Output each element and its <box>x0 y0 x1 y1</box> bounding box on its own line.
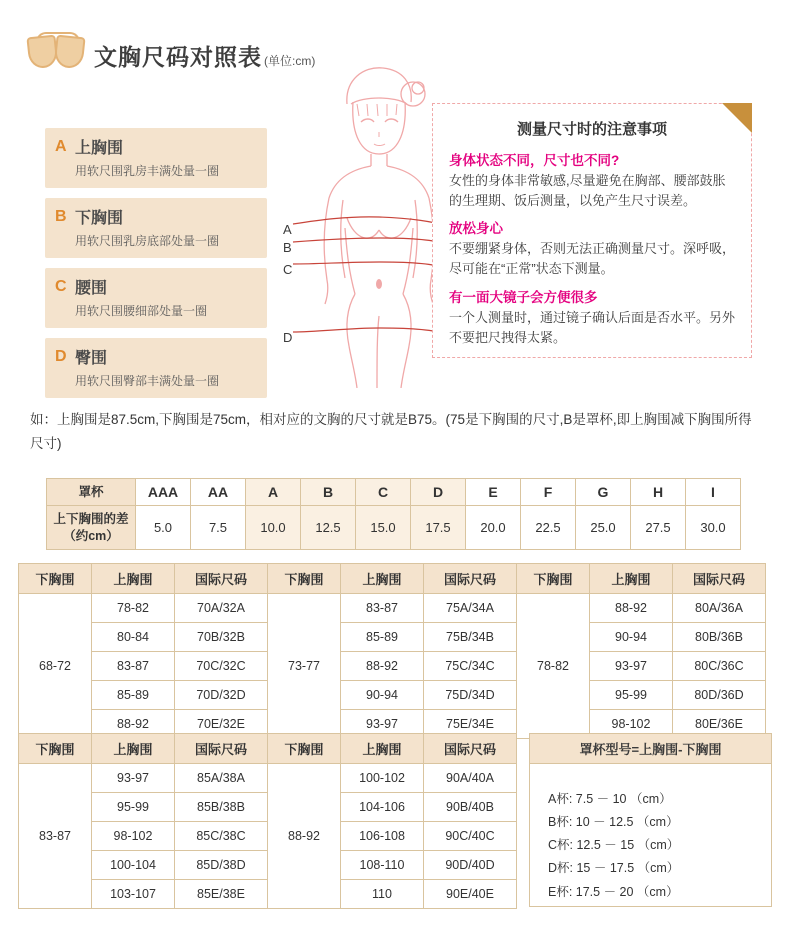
intl-cell: 85E/38E <box>175 880 268 909</box>
intl-cell: 70E/32E <box>175 710 268 739</box>
col-header-bust: 上胸围 <box>341 564 424 594</box>
col-header-band: 下胸围 <box>19 734 92 764</box>
table-row <box>47 506 741 550</box>
note-heading-3: 有一面大镜子会方便很多 <box>449 289 598 305</box>
intl-cell: 90B/40B <box>424 793 517 822</box>
note-heading-2: 放松身心 <box>449 221 503 237</box>
bust-cell: 78-82 <box>92 594 175 623</box>
marker-d: D <box>283 330 293 345</box>
cup-type-line: E杯: 17.5 － 20 （cm） <box>548 884 679 899</box>
note-text-2: 不要绷紧身体，否则无法正确测量尺寸。深呼吸，尽可能在“正常”状态下测量。 <box>449 241 736 277</box>
diff-cell: 27.5 <box>631 506 686 550</box>
legend-name: 腰围 <box>75 280 108 297</box>
diff-cell: 30.0 <box>686 506 741 550</box>
bust-cell: 104-106 <box>341 793 424 822</box>
legend-item-d <box>45 338 267 398</box>
bust-cell: 98-102 <box>590 710 673 739</box>
col-header-band: 下胸围 <box>268 564 341 594</box>
cup-cell: AAA <box>136 479 191 506</box>
diff-cell: 7.5 <box>191 506 246 550</box>
intl-cell: 75E/34E <box>424 710 517 739</box>
col-header-intl: 国际尺码 <box>424 564 517 594</box>
diff-cell: 5.0 <box>136 506 191 550</box>
cup-type-line: B杯: 10 － 12.5 （cm） <box>548 815 679 830</box>
legend-item-c <box>45 268 267 328</box>
legend-letter: B <box>55 207 67 225</box>
intl-cell: 90E/40E <box>424 880 517 909</box>
example-text: 如：上胸围是87.5cm,下胸围是75cm，相对应的文胸的尺寸就是B75。(75是下胸围的尺寸,B是罩杯,即上胸围减下胸围所得尺寸) <box>30 412 752 451</box>
diff-cell: 20.0 <box>466 506 521 550</box>
bust-cell: 88-92 <box>590 594 673 623</box>
bust-cell: 88-92 <box>341 652 424 681</box>
legend-desc: 用软尺围乳房丰满处量一圈 <box>75 164 220 178</box>
table-row <box>47 479 741 506</box>
intl-cell: 85C/38C <box>175 822 268 851</box>
page-title-unit: (单位:cm) <box>264 54 316 68</box>
band-cell: 68-72 <box>19 594 92 739</box>
cup-cell: H <box>631 479 686 506</box>
col-header-band: 下胸围 <box>268 734 341 764</box>
intl-cell: 85D/38D <box>175 851 268 880</box>
legend-desc: 用软尺围乳房底部处量一圈 <box>75 234 220 248</box>
cup-cell: A <box>246 479 301 506</box>
legend-letter: C <box>55 277 67 295</box>
intl-cell: 80C/36C <box>673 652 766 681</box>
table-row <box>19 764 517 793</box>
diff-cell: 10.0 <box>246 506 301 550</box>
intl-cell: 90A/40A <box>424 764 517 793</box>
cup-type-line: A杯: 7.5 － 10 （cm） <box>548 792 672 806</box>
bust-cell: 103-107 <box>92 880 175 909</box>
col-header-band: 下胸围 <box>517 564 590 594</box>
marker-a: A <box>283 222 292 237</box>
cup-type-line: D杯: 15 － 17.5 （cm） <box>548 861 680 876</box>
col-header-bust: 上胸围 <box>341 734 424 764</box>
bust-cell: 100-102 <box>341 764 424 793</box>
page-title: 文胸尺码对照表 <box>94 44 262 70</box>
legend-item-b <box>45 198 267 258</box>
bra-icon <box>28 32 84 72</box>
measurement-legend <box>45 128 267 408</box>
cup-cell: F <box>521 479 576 506</box>
bust-cell: 95-99 <box>92 793 175 822</box>
notes-title: 测量尺寸时的注意事项 <box>516 121 667 138</box>
intl-cell: 75D/34D <box>424 681 517 710</box>
size-table-bottom <box>18 733 517 909</box>
intl-cell: 70D/32D <box>175 681 268 710</box>
cup-cell: D <box>411 479 466 506</box>
note-text-1: 女性的身体非常敏感,尽量避免在胸部、腰部鼓胀的生理期、饭后测量，以免产生尺寸误差。 <box>449 173 726 209</box>
bust-cell: 93-97 <box>92 764 175 793</box>
legend-letter: A <box>55 137 67 155</box>
col-header-band: 下胸围 <box>19 564 92 594</box>
cup-row-label: 上下胸围的差（约cm） <box>47 506 136 550</box>
intl-cell: 75A/34A <box>424 594 517 623</box>
cup-type-box <box>529 733 772 907</box>
intl-cell: 70A/32A <box>175 594 268 623</box>
diff-cell: 22.5 <box>521 506 576 550</box>
page-header <box>28 32 315 72</box>
intl-cell: 70C/32C <box>175 652 268 681</box>
col-header-intl: 国际尺码 <box>424 734 517 764</box>
bust-cell: 106-108 <box>341 822 424 851</box>
cup-type-line: C杯: 12.5 － 15 （cm） <box>548 838 680 853</box>
measurement-notes <box>432 103 752 358</box>
col-header-bust: 上胸围 <box>92 564 175 594</box>
diff-cell: 12.5 <box>301 506 356 550</box>
col-header-bust: 上胸围 <box>590 564 673 594</box>
col-header-intl: 国际尺码 <box>673 564 766 594</box>
bust-cell: 83-87 <box>92 652 175 681</box>
diff-cell: 25.0 <box>576 506 631 550</box>
legend-letter: D <box>55 347 67 365</box>
bust-cell: 85-89 <box>92 681 175 710</box>
bust-cell: 93-97 <box>341 710 424 739</box>
bust-cell: 93-97 <box>590 652 673 681</box>
bust-cell: 110 <box>341 880 424 909</box>
legend-desc: 用软尺围臀部丰满处量一圈 <box>75 374 220 388</box>
intl-cell: 70B/32B <box>175 623 268 652</box>
cup-cell: AA <box>191 479 246 506</box>
col-header-bust: 上胸围 <box>92 734 175 764</box>
diff-cell: 17.5 <box>411 506 466 550</box>
band-cell: 83-87 <box>19 764 92 909</box>
bust-cell: 90-94 <box>590 623 673 652</box>
table-header-row <box>19 564 766 594</box>
legend-name: 上胸围 <box>75 140 124 157</box>
marker-b: B <box>283 240 292 255</box>
bust-cell: 85-89 <box>341 623 424 652</box>
cup-cell: C <box>356 479 411 506</box>
intl-cell: 80E/36E <box>673 710 766 739</box>
table-row <box>19 623 766 652</box>
cup-difference-table <box>46 478 741 550</box>
legend-name: 臀围 <box>75 350 108 367</box>
bust-cell: 83-87 <box>341 594 424 623</box>
cup-cell: I <box>686 479 741 506</box>
size-table-top <box>18 563 766 739</box>
cup-type-list <box>529 764 772 907</box>
intl-cell: 85A/38A <box>175 764 268 793</box>
table-row <box>19 681 766 710</box>
diff-cell: 15.0 <box>356 506 411 550</box>
cup-type-title: 罩杯型号=上胸围-下胸围 <box>529 733 772 764</box>
intl-cell: 80A/36A <box>673 594 766 623</box>
intl-cell: 80B/36B <box>673 623 766 652</box>
intl-cell: 80D/36D <box>673 681 766 710</box>
col-header-intl: 国际尺码 <box>175 734 268 764</box>
bust-cell: 80-84 <box>92 623 175 652</box>
intl-cell: 75B/34B <box>424 623 517 652</box>
bust-cell: 90-94 <box>341 681 424 710</box>
legend-desc: 用软尺围腰细部处量一圈 <box>75 304 208 318</box>
bust-cell: 100-104 <box>92 851 175 880</box>
cup-cell: B <box>301 479 356 506</box>
cup-cell: G <box>576 479 631 506</box>
corner-fold-icon <box>722 103 752 133</box>
band-cell: 73-77 <box>268 594 341 739</box>
note-text-3: 一个人测量时，通过镜子确认后面是否水平。另外不要把尺拽得太紧。 <box>449 309 736 345</box>
table-header-row <box>19 734 517 764</box>
cup-cell: E <box>466 479 521 506</box>
intl-cell: 75C/34C <box>424 652 517 681</box>
legend-item-a <box>45 128 267 188</box>
bust-cell: 95-99 <box>590 681 673 710</box>
table-row <box>19 594 766 623</box>
intl-cell: 90C/40C <box>424 822 517 851</box>
marker-c: C <box>283 262 293 277</box>
bust-cell: 88-92 <box>92 710 175 739</box>
band-cell: 88-92 <box>268 764 341 909</box>
bust-cell: 108-110 <box>341 851 424 880</box>
cup-row-label: 罩杯 <box>47 479 136 506</box>
legend-name: 下胸围 <box>75 210 124 227</box>
bust-cell: 98-102 <box>92 822 175 851</box>
intl-cell: 90D/40D <box>424 851 517 880</box>
band-cell: 78-82 <box>517 594 590 739</box>
table-row <box>19 652 766 681</box>
note-heading-1: 身体状态不同，尺寸也不同? <box>449 153 620 168</box>
intl-cell: 85B/38B <box>175 793 268 822</box>
col-header-intl: 国际尺码 <box>175 564 268 594</box>
